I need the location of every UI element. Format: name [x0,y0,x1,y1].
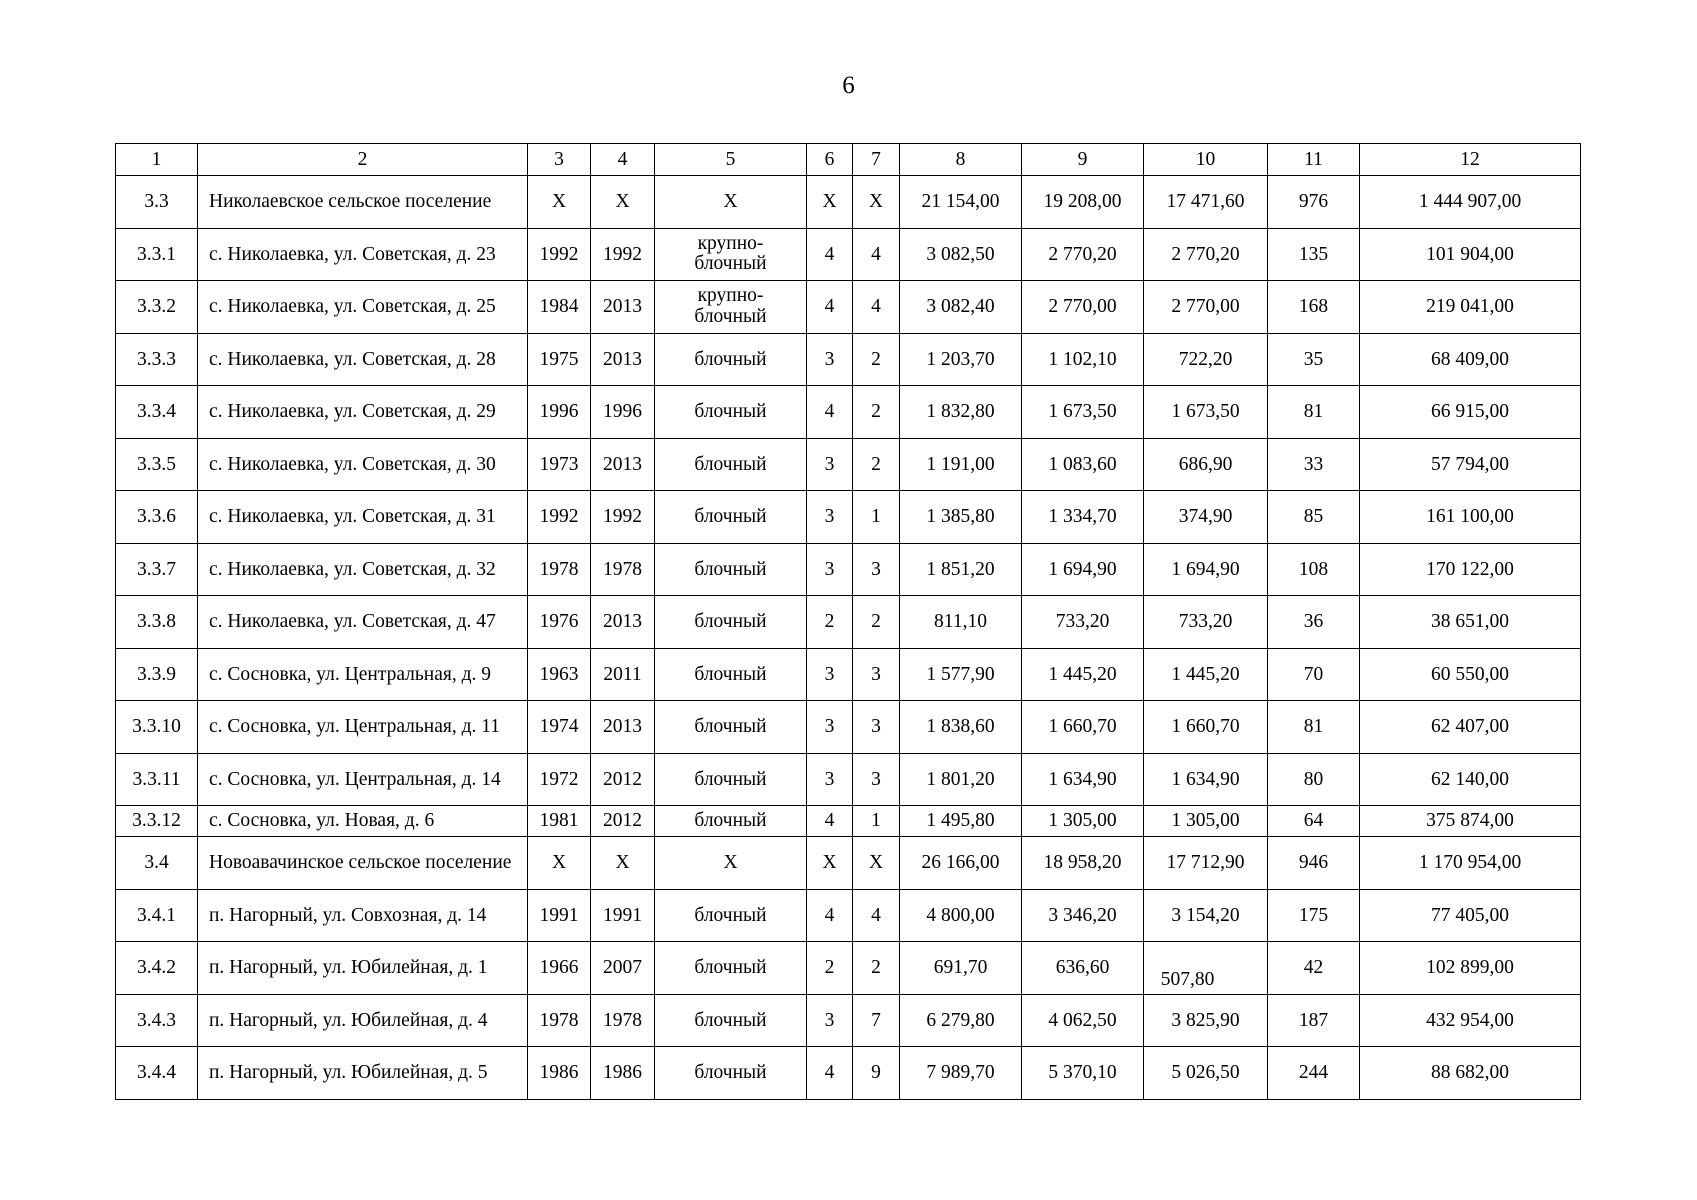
column-number: 1 [116,144,198,176]
table-cell: 3 [807,701,853,754]
table-row [116,281,1581,334]
table-cell: 4 [853,889,900,942]
row-number: 3.3 [116,176,198,229]
table-cell: 68 409,00 [1360,333,1581,386]
column-number: 11 [1268,144,1360,176]
table-cell: 1992 [528,228,591,281]
table-cell: 1986 [528,1047,591,1100]
cell-text: крупно-блочный [694,285,767,327]
table-cell: 1 445,20 [1022,648,1144,701]
column-number: 3 [528,144,591,176]
table-cell: 2012 [591,753,655,806]
row-number: 3.4.3 [116,994,198,1047]
column-number: 9 [1022,144,1144,176]
table-cell: 77 405,00 [1360,889,1581,942]
table-cell: 102 899,00 [1360,942,1581,995]
table-cell: 3 825,90 [1144,994,1268,1047]
table-cell: блочный [655,386,807,439]
table-cell: 66 915,00 [1360,386,1581,439]
row-number: 3.3.9 [116,648,198,701]
address-cell: Новоавачинское сельское поселение [198,837,528,890]
table-cell: 4 [807,1047,853,1100]
table-cell: 4 [807,386,853,439]
table-cell: 3 [807,333,853,386]
table-cell: 733,20 [1144,596,1268,649]
table-cell: 976 [1268,176,1360,229]
table-cell: блочный [655,648,807,701]
address-cell: с. Николаевка, ул. Советская, д. 31 [198,491,528,544]
table-cell: 1 083,60 [1022,438,1144,491]
table-cell: 3 082,50 [900,228,1022,281]
table-cell: 70 [1268,648,1360,701]
table-cell: 1973 [528,438,591,491]
row-number: 3.3.11 [116,753,198,806]
table-cell: 946 [1268,837,1360,890]
table-cell: 1 305,00 [1144,806,1268,837]
table-cell: 6 279,80 [900,994,1022,1047]
table-cell: 108 [1268,543,1360,596]
table-cell: 4 [807,281,853,334]
table-cell: 2 [853,386,900,439]
table-row [116,543,1581,596]
table-cell: 375 874,00 [1360,806,1581,837]
table-cell: 1966 [528,942,591,995]
table-cell: 1 577,90 [900,648,1022,701]
table-cell: 374,90 [1144,491,1268,544]
table-cell: 3 [807,438,853,491]
table-cell: 4 [807,889,853,942]
table-cell: 2 770,20 [1144,228,1268,281]
table-cell: 1 203,70 [900,333,1022,386]
row-number: 3.4.4 [116,1047,198,1100]
table-cell: 7 989,70 [900,1047,1022,1100]
address-cell: с. Николаевка, ул. Советская, д. 32 [198,543,528,596]
table-cell: 1978 [528,994,591,1047]
table-cell: 1991 [591,889,655,942]
table-cell: 1 305,00 [1022,806,1144,837]
table-row [116,333,1581,386]
table-cell: 33 [1268,438,1360,491]
column-number: 8 [900,144,1022,176]
table-cell: 3 [807,648,853,701]
table-cell: 2 770,00 [1022,281,1144,334]
address-cell: с. Сосновка, ул. Центральная, д. 9 [198,648,528,701]
table-cell: 2 [853,438,900,491]
address-cell: п. Нагорный, ул. Совхозная, д. 14 [198,889,528,942]
address-cell: с. Николаевка, ул. Советская, д. 25 [198,281,528,334]
table-row [116,753,1581,806]
table-cell: 1992 [591,491,655,544]
table-cell: 1 634,90 [1022,753,1144,806]
address-cell: с. Сосновка, ул. Новая, д. 6 [198,806,528,837]
table-cell: Х [853,837,900,890]
table-cell: Х [655,176,807,229]
table-cell: Х [528,837,591,890]
table-cell: 1992 [528,491,591,544]
address-cell: п. Нагорный, ул. Юбилейная, д. 5 [198,1047,528,1100]
table-cell: 1 334,70 [1022,491,1144,544]
table-cell: 4 062,50 [1022,994,1144,1047]
row-number: 3.3.3 [116,333,198,386]
table-cell: 2 [807,942,853,995]
row-number: 3.3.1 [116,228,198,281]
table-cell: 432 954,00 [1360,994,1581,1047]
column-number: 6 [807,144,853,176]
table-cell: блочный [655,1047,807,1100]
table-cell: 168 [1268,281,1360,334]
address-cell: с. Сосновка, ул. Центральная, д. 11 [198,701,528,754]
table-cell: 1 832,80 [900,386,1022,439]
row-number: 3.4 [116,837,198,890]
table-cell: 2013 [591,281,655,334]
table-cell [655,228,807,281]
table-cell: Х [655,837,807,890]
table-cell: 1 170 954,00 [1360,837,1581,890]
table-cell: 21 154,00 [900,176,1022,229]
table-cell: 81 [1268,386,1360,439]
table-cell: 19 208,00 [1022,176,1144,229]
table-cell: Х [591,176,655,229]
row-number: 3.3.12 [116,806,198,837]
table-cell: 1 694,90 [1022,543,1144,596]
table-row [116,176,1581,229]
table-cell: 691,70 [900,942,1022,995]
column-number: 4 [591,144,655,176]
table-cell: 1978 [591,543,655,596]
table-row [116,837,1581,890]
table-cell: 5 370,10 [1022,1047,1144,1100]
table-row [116,1047,1581,1100]
table-cell: 80 [1268,753,1360,806]
table-cell: 1 660,70 [1144,701,1268,754]
table-row [116,648,1581,701]
table-cell: 1992 [591,228,655,281]
table-cell: 2 770,00 [1144,281,1268,334]
row-number: 3.3.10 [116,701,198,754]
table-cell: 18 958,20 [1022,837,1144,890]
table-cell: блочный [655,491,807,544]
table-cell: 3 082,40 [900,281,1022,334]
cell-text: крупно-блочный [694,232,767,275]
table-cell: 2011 [591,648,655,701]
address-cell: с. Николаевка, ул. Советская, д. 28 [198,333,528,386]
table-cell: 170 122,00 [1360,543,1581,596]
table-cell: 1972 [528,753,591,806]
table-row [116,491,1581,544]
table-cell: 1 444 907,00 [1360,176,1581,229]
table-cell: 1 673,50 [1144,386,1268,439]
table-cell: 1 801,20 [900,753,1022,806]
row-number: 3.4.2 [116,942,198,995]
table-cell: 81 [1268,701,1360,754]
table-cell: 26 166,00 [900,837,1022,890]
table-cell: 2 [853,333,900,386]
table-cell: 2013 [591,701,655,754]
table-cell: блочный [655,889,807,942]
table-cell: 7 [853,994,900,1047]
table-cell: 733,20 [1022,596,1144,649]
table-cell: 3 [853,753,900,806]
table-cell: 1978 [528,543,591,596]
table-cell: 3 [807,753,853,806]
table-cell: 3 [807,491,853,544]
table-cell: 3 [807,543,853,596]
table-cell: 1974 [528,701,591,754]
table-cell: 4 [853,281,900,334]
address-cell: с. Николаевка, ул. Советская, д. 30 [198,438,528,491]
table-cell: 42 [1268,942,1360,995]
table-cell: блочный [655,806,807,837]
table-cell: 9 [853,1047,900,1100]
table-cell: 135 [1268,228,1360,281]
table-cell: 636,60 [1022,942,1144,995]
table-row [116,228,1581,281]
row-number: 3.3.2 [116,281,198,334]
table-cell: 1996 [528,386,591,439]
table-cell: 175 [1268,889,1360,942]
table-row [116,806,1581,837]
table-cell: блочный [655,994,807,1047]
table-row [116,942,1581,995]
table-cell: 1 445,20 [1144,648,1268,701]
table-cell: 811,10 [900,596,1022,649]
table-cell: 2 [853,596,900,649]
table-cell: 1 191,00 [900,438,1022,491]
table-cell: 3 [807,994,853,1047]
table-cell: 1976 [528,596,591,649]
table-cell: 1 660,70 [1022,701,1144,754]
address-cell: с. Сосновка, ул. Центральная, д. 14 [198,753,528,806]
table-cell: 36 [1268,596,1360,649]
table-cell: 5 026,50 [1144,1047,1268,1100]
table-cell: 88 682,00 [1360,1047,1581,1100]
table-cell: Х [591,837,655,890]
table-cell: 1 495,80 [900,806,1022,837]
table-cell: блочный [655,543,807,596]
table-cell: 101 904,00 [1360,228,1581,281]
table-cell: 244 [1268,1047,1360,1100]
table-cell: блочный [655,753,807,806]
column-number: 7 [853,144,900,176]
table-header-row [116,144,1581,176]
table-cell: 3 154,20 [1144,889,1268,942]
address-cell: п. Нагорный, ул. Юбилейная, д. 1 [198,942,528,995]
table-cell: 2 [807,596,853,649]
table-row [116,438,1581,491]
table-cell: 57 794,00 [1360,438,1581,491]
table-cell: 1963 [528,648,591,701]
column-number: 5 [655,144,807,176]
address-cell: п. Нагорный, ул. Юбилейная, д. 4 [198,994,528,1047]
row-number: 3.3.5 [116,438,198,491]
address-cell: Николаевское сельское поселение [198,176,528,229]
row-number: 3.3.8 [116,596,198,649]
table-cell: 38 651,00 [1360,596,1581,649]
table-row [116,596,1581,649]
table-cell: 85 [1268,491,1360,544]
page-number: 6 [842,72,855,99]
table-cell: 1996 [591,386,655,439]
table-cell: Х [807,837,853,890]
row-number: 3.4.1 [116,889,198,942]
table-cell: 2013 [591,333,655,386]
table-cell: 62 407,00 [1360,701,1581,754]
column-number: 10 [1144,144,1268,176]
table-cell: блочный [655,596,807,649]
table-cell: 1978 [591,994,655,1047]
table-cell: 2 [853,942,900,995]
table-cell: 35 [1268,333,1360,386]
table-cell: 1986 [591,1047,655,1100]
table-cell: 3 [853,701,900,754]
housing-table [115,143,1581,1100]
table-cell: блочный [655,701,807,754]
table-cell: 1991 [528,889,591,942]
row-number: 3.3.6 [116,491,198,544]
table-cell: 2013 [591,596,655,649]
address-cell: с. Николаевка, ул. Советская, д. 29 [198,386,528,439]
table-cell: 17 471,60 [1144,176,1268,229]
address-cell: с. Николаевка, ул. Советская, д. 47 [198,596,528,649]
table-cell: 64 [1268,806,1360,837]
table-cell: 4 [853,228,900,281]
table-row [116,701,1581,754]
table-cell: 219 041,00 [1360,281,1581,334]
table-cell [1144,942,1268,995]
table-cell: Х [853,176,900,229]
table-cell: 1 385,80 [900,491,1022,544]
table-cell: 1 634,90 [1144,753,1268,806]
table-cell: 4 [807,228,853,281]
table-cell: 60 550,00 [1360,648,1581,701]
table-cell: 1 [853,491,900,544]
table-row [116,994,1581,1047]
table-cell: 1981 [528,806,591,837]
table-cell: 2012 [591,806,655,837]
table-cell: 17 712,90 [1144,837,1268,890]
table-cell: 3 [853,543,900,596]
table-cell: 1 [853,806,900,837]
table-cell: 2013 [591,438,655,491]
table-cell: 2007 [591,942,655,995]
table-cell: 1 851,20 [900,543,1022,596]
table-cell: 4 800,00 [900,889,1022,942]
table-cell: 1 838,60 [900,701,1022,754]
cell-text: 507,80 [1160,969,1215,990]
table-row [116,889,1581,942]
table-cell: блочный [655,438,807,491]
table-cell: 1984 [528,281,591,334]
row-number: 3.3.4 [116,386,198,439]
table-cell: 1975 [528,333,591,386]
table-cell: блочный [655,333,807,386]
table-cell: 161 100,00 [1360,491,1581,544]
table-cell: 3 346,20 [1022,889,1144,942]
table-cell: 1 673,50 [1022,386,1144,439]
table-cell: 4 [807,806,853,837]
table-cell [655,281,807,334]
row-number: 3.3.7 [116,543,198,596]
table-cell: 1 102,10 [1022,333,1144,386]
table-cell: 1 694,90 [1144,543,1268,596]
table-cell: 2 770,20 [1022,228,1144,281]
column-number: 12 [1360,144,1581,176]
table-cell: Х [528,176,591,229]
table-cell: Х [807,176,853,229]
table-cell: 722,20 [1144,333,1268,386]
column-number: 2 [198,144,528,176]
table-cell: 686,90 [1144,438,1268,491]
table-cell: 62 140,00 [1360,753,1581,806]
table-cell: 3 [853,648,900,701]
address-cell: с. Николаевка, ул. Советская, д. 23 [198,228,528,281]
table-cell: 187 [1268,994,1360,1047]
table-row [116,386,1581,439]
table-cell: блочный [655,942,807,995]
